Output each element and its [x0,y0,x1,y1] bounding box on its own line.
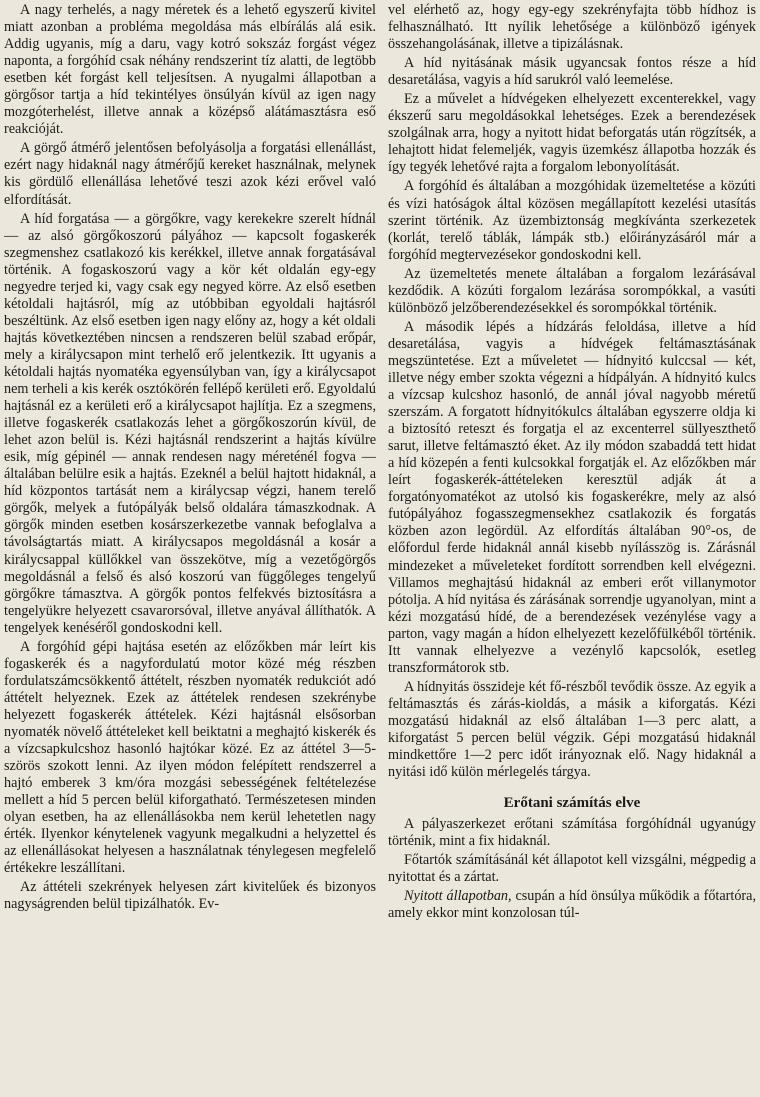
paragraph: Ez a művelet a hídvégeken elhelyezett excenterekkel, vagy ékszerű saru megoldásokkal lehetséges. Ezek a berendezések szolgálnak arra, hogy a nyitott hidat beforgatás után rögzítsék, a lehajtott hidat felemeljék, vagyis üzemkész állapotba hozzák és így tegyék lehetővé rajta a forgalom lebonyolítását. [388,91,756,176]
paragraph: Az áttételi szekrények helyesen zárt kivitelűek és bizonyos nagyságrenden belül tipizálhatók. Ev- [4,879,376,913]
paragraph: A nagy terhelés, a nagy méretek és a lehető egyszerű kivitel miatt azonban a probléma megoldása más elbírálás alá esik. Addig ugyanis, míg a daru, vagy kotró sokszáz forgást végez naponta, a forgóhíd csak néhány rendszerint tíz alatti, de legtöbb esetben két forgást kell teljesítsen. A nyugalmi állapotban a görgősor tartja a híd tekintélyes önsúlyán kívül az igen nagy mozgóterhelést, illetve annak a középső alátámasztásra eső reakcióját. [4,2,376,138]
paragraph: A pályaszerkezet erőtani számítása forgóhídnál ugyanúgy történik, mint a fix hidaknál. [388,816,756,850]
paragraph: Az üzemeltetés menete általában a forgalom lezárásával kezdődik. A közúti forgalom lezárása sorompókkal, a vasúti különböző jelzőberendezésekkel és sorompókkal történik. [388,265,756,316]
paragraph-rest: csupán a híd önsúlya működik a főtartóra, amely ekkor mint konzolosan túl- [388,888,756,922]
italic-lead: Nyitott állapotban, [404,888,512,905]
paragraph: A forgóhíd gépi hajtása esetén az előzőkben már leírt kis fogaskerék és a nagyfordulatú motor közé még részben fordulatszámcsökkentő áttételt, részben nyomaték redukciót adó áttételt helyeznek. Ezek az áttételek rendesen szekrénybe helyezett fogaskerék áttételek. Kézi hajtásnál elsősorban nyomaték növelő áttételeket kell beiktatni a meghajtó kiskerék és a vízcsapkulcshoz hasonló hajtókar közé. Ez az áttétel 3—5-szörös szokott lenni. Az ilyen módon felépített rendszerrel a hajtó emberek 3 km/óra mozgási sebességének feltételezése mellett a híd 5 percen belül kiforgatható. Természetesen minden olyan esetben, ha az ellenállásokba nem kerül lehetetlen nagy érték. Ilyenkor kénytelenek vagyunk megalkudni a helyzettel és az ellenállásokat helyesen a használatnak ténylegesen megfelelő értékekre leszállítani. [4,638,376,877]
paragraph: A második lépés a hídzárás feloldása, illetve a híd desaretálása, vagyis a hídvégek feltámasztásának megszüntetése. Ezt a műveletet — hídnyitó kulccsal — két, illetve négy ember szokta végezni a hídpályán. A hídnyitó kulcs a vízcsap kulcshoz hasonló, de annál jóval nagyobb méretű szerszám. A forgatott hídnyitókulcs általában egyszerre oldja ki a biztosító reteszt és forgatja el az excenterrel süllyeszthető sarut, illetve feltámasztó éket. Az ily módon szabaddá tett hidat a híd közepén a fenti kulcsokkal forgatják el. Az előzőkben már leírt fogaskerék-áttételeken keresztül adják át a forgatónyomatékot az utolsó kis fogaskerékre, mely az alsó futópályához fogasszegmensekhez csatlakozik és forgatás közben azon legördül. Az elfordítás általában 90°-os, de előfordul ferde hidaknál annál kisebb nyílásszög is. Zárásnál mindezeket a műveleteket fordított sorrendben kell elvégezni. Villamos meghajtású hidaknál az emberi erőt villanymotor pótolja. A híd nyitása és zárásának sorrendje ugyanolyan, mint a kézi mozgatású hídé, de a berendezések vezénylése vagy a parton, vagy magán a hídon elhelyezett kezelőfülkéből történik. Itt vannak elhelyezve a vezénylő kapcsolók, esetleg transzformátorok stb. [388,318,756,676]
paragraph: A hídnyitás összideje két fő-részből tevődik össze. Az egyik a feltámasztás és zárás-kioldás, a másik a kiforgatás. Kézi mozgatású hidaknál az első általában 1—3 perc alatt, a kiforgatást 5 percen belül végzik. Gépi mozgatású hidaknál mindkettőre 1—2 perc időt irányoznak elő. Nagy hidaknál a nyitási idő külön mérlegelés tárgya. [388,678,756,781]
paragraph: A híd forgatása — a görgőkre, vagy kerekekre szerelt hídnál — az alsó görgőkoszorú pályához — kapcsolt fogaskerék szegmenshez csatlakozó kis kerékkel, illetve annak forgatásával történik. A fogaskoszorú vagy a kör két oldalán egy-egy negyedre terjed ki, vagy csak egy negyed körre. Az első esetben kétoldali hajtásról, míg az utóbbiban egyoldali hajtásról beszéltünk. Az első esetben igen nagy előny az, hogy a két oldali hajtás következtében nincsen a rendszeren belül szabad erőpár, mely a királycsapon mint terhelő erő jelentkezik. Itt ugyanis a kétoldali hajtás nyomatéka egyensúlyban van, így a királycsapot nem terheli a kis kerék osztókörén fellépő kerületi erő. Egyoldalú hajtásnál ez a kerületi erő a királycsapot hajlítja. Ez a szegmens, illetve fogaskerék csatlakozás lehet a görgőkoszorún kívül, de lehet azon belül is. Kézi hajtásnál rendszerint a hajtás kívülre esik, míg gépinél — annak rendesen nagy méreténél fogva — általában belülre esik a hajtás. Ezeknél a belül hajtott hidaknál, a híd központos tartását nem a királycsap végzi, hanem terelő görgők, melyek a futópályák belső oldalára támaszkodnak. A görgők minden esetben kosárszerkezetbe vannak befoglalva a távolságtartás miatt. A királycsapos megoldásnál a kosár a királycsappal küllőkkel van összekötve, míg a vezetőgörgős megoldásnál a felső és alsó koszorú van függőleges tengelyű görgőkre támasztva. A görgők pontos felfekvés biztosításra a tengelyükre helyezett csavarorsóval, illetve anyával állíthatók. A tengelyek kenéséről gondoskodni kell. [4,210,376,636]
paragraph: A forgóhíd és általában a mozgóhidak üzemeltetése a közúti és vízi hatóságok által közösen megállapított kezelési utasítás szerint történik. Az üzembiztonság megkívánta szerkezetek (korlát, terelő táblák, lámpák stb.) előirányzásáról már a forgóhíd megtervezésekor gondoskodni kell. [388,178,756,263]
section-heading: Erőtani számítás elve [503,795,641,812]
paragraph: A görgő átmérő jelentősen befolyásolja a forgatási ellenállást, ezért nagy hidaknál nagy átmérőjű kereket használnak, melynek kis gördülő ellenállása lehetővé teszi azok kézi erővel való elfordítását. [4,140,376,208]
right-column [388,2,756,924]
paragraph: Főtartók számításánál két állapotot kell vizsgálni, mégpedig a nyitottat és a zártat. [388,852,756,886]
left-column [4,2,376,915]
paragraph-last [388,888,756,922]
paragraph-continued: vel elérhető az, hogy egy-egy szekrényfajta több hídhoz is felhasználható. Itt nyílik lehetősége a különböző igények összehangolásának, illetve a tipizálásnak. [388,2,756,53]
paragraph: A híd nyitásának másik ugyancsak fontos része a híd desaretálása, vagyis a híd sarukról való leemelése. [388,55,756,89]
